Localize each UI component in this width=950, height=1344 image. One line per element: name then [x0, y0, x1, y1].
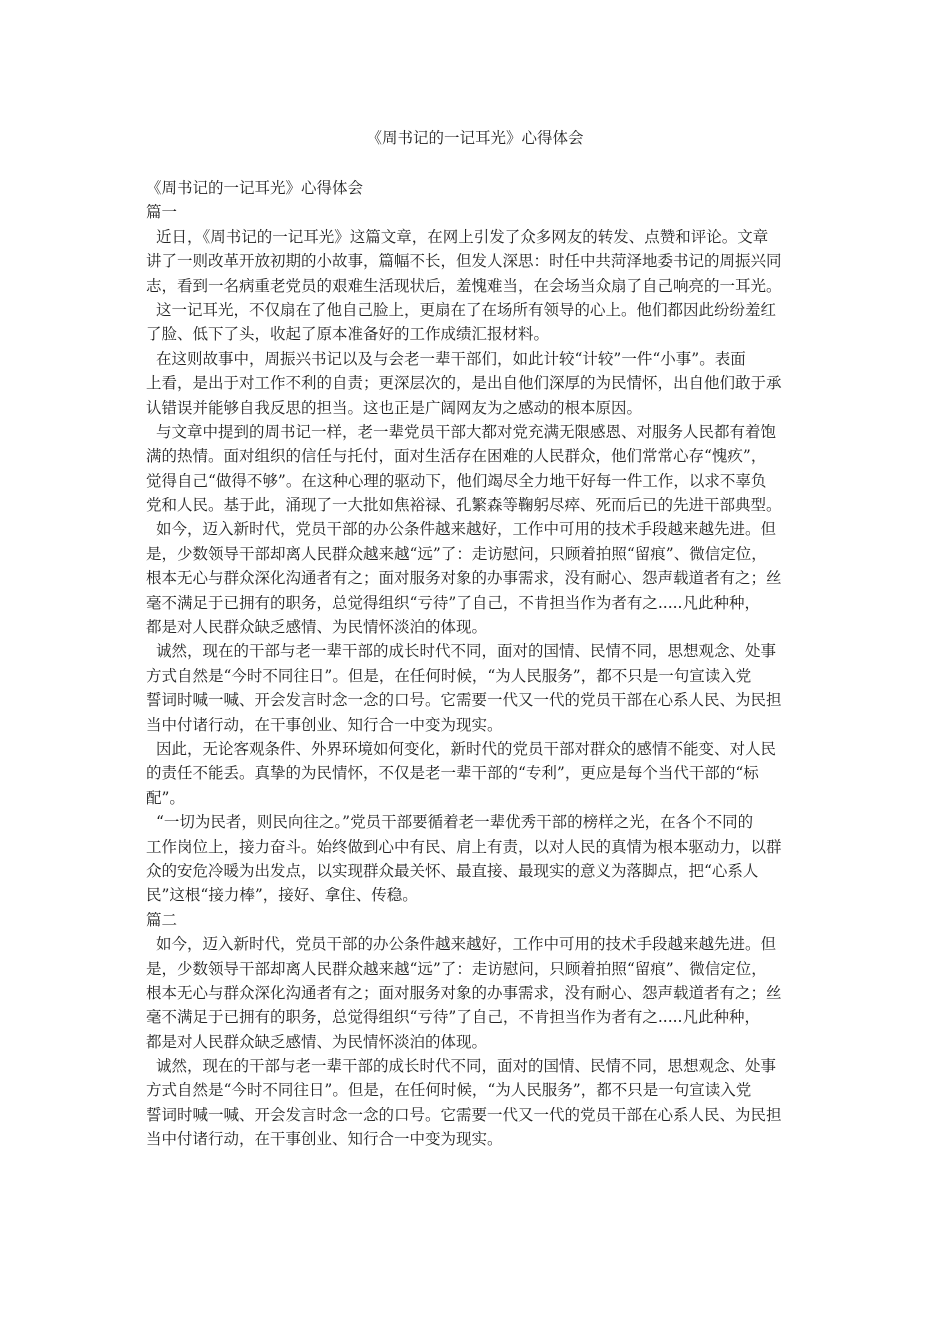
- paragraph-line: 在这则故事中，周振兴书记以及与会老一辈干部们，如此计较“计较”一件“小事”。表面: [156, 349, 746, 368]
- paragraph-line: 因此，无论客观条件、外界环境如何变化，新时代的党员干部对群众的感情不能变、对人民: [156, 739, 777, 758]
- paragraph-line: 方式自然是“今时不同往日”。但是，在任何时候，“为人民服务”，都不只是一句宣读入党: [146, 666, 752, 685]
- paragraph-line: 是，少数领导干部却离人民群众越来越“远”了：走访慰问，只顾着拍照“留痕”、微信定位，: [146, 544, 767, 563]
- paragraph: [146, 347, 808, 420]
- paragraph-line: 这一记耳光，不仅扇在了他自己脸上，更扇在了在场所有领导的心上。他们都因此纷纷羞红: [156, 300, 777, 319]
- paragraph-line: 民”这根“接力棒”，接好、拿住、传稳。: [146, 886, 418, 905]
- body-heading: 《周书记的一记耳光》心得体会: [146, 179, 364, 197]
- paragraph: [146, 639, 808, 737]
- document-title: 《周书记的一记耳光》心得体会: [366, 129, 584, 147]
- paragraph-line: “一切为民者，则民向往之。”党员干部要循着老一辈优秀干部的榜样之光，在各个不同的: [156, 813, 754, 832]
- paragraph-line: 根本无心与群众深化沟通者有之；面对服务对象的办事需求，没有耐心、怨声载道者有之；丝: [146, 983, 782, 1002]
- paragraph-line: 了脸、低下了头，收起了原本准备好的工作成绩汇报材料。: [146, 325, 550, 344]
- paragraph-line: 觉得自己“做得不够”。在这种心理的驱动下，他们竭尽全力地干好每一件工作，以求不辜负: [146, 471, 767, 490]
- paragraph-line: 毫不满足于已拥有的职务，总觉得组织“亏待”了自己，不肯担当作为者有之.....凡此种种，: [146, 1008, 760, 1027]
- paragraph-line: 根本无心与群众深化沟通者有之；面对服务对象的办事需求，没有耐心、怨声载道者有之；丝: [146, 569, 782, 588]
- paragraph: [146, 225, 808, 298]
- paragraph-line: 如今，迈入新时代，党员干部的办公条件越来越好，工作中可用的技术手段越来越先进。但: [156, 520, 777, 539]
- paragraph-line: 誓词时喊一喊、开会发言时念一念的口号。它需要一代又一代的党员干部在心系人民、为民担: [146, 691, 782, 710]
- paragraph-line: 是，少数领导干部却离人民群众越来越“远”了：走访慰问，只顾着拍照“留痕”、微信定位，: [146, 959, 767, 978]
- paragraph-line: 誓词时喊一喊、开会发言时念一念的口号。它需要一代又一代的党员干部在心系人民、为民担: [146, 1105, 782, 1124]
- paragraph: [146, 737, 808, 810]
- paragraph-line: 志，看到一名病重老党员的艰难生活现状后，羞愧难当，在会场当众扇了自己响亮的一耳光。: [146, 276, 782, 295]
- paragraph-line: 都是对人民群众缺乏感情、为民情怀淡泊的体现。: [146, 618, 488, 637]
- part-label-2: 篇二: [146, 910, 178, 929]
- paragraph-line: 配”。: [146, 788, 185, 807]
- paragraph-line: 当中付诸行动，在干事创业、知行合一中变为现实。: [146, 715, 503, 734]
- paragraph-line: 党和人民。基于此，涌现了一大批如焦裕禄、孔繁森等鞠躬尽瘁、死而后已的先进干部典型。: [146, 496, 782, 515]
- paragraph-line: 当中付诸行动，在干事创业、知行合一中变为现实。: [146, 1130, 503, 1149]
- paragraph-line: 讲了一则改革开放初期的小故事，篇幅不长，但发人深思：时任中共菏泽地委书记的周振兴同: [146, 252, 782, 271]
- paragraph: [146, 810, 808, 908]
- paragraph-line: 认错误并能够自我反思的担当。这也正是广阔网友为之感动的根本原因。: [146, 398, 643, 417]
- paragraph-line: 毫不满足于已拥有的职务，总觉得组织“亏待”了自己，不肯担当作为者有之.....凡此种种，: [146, 593, 760, 612]
- part-2-content: [146, 932, 808, 1152]
- paragraph: [146, 420, 808, 518]
- paragraph-line: 上看，是出于对工作不利的自责；更深层次的，是出自他们深厚的为民情怀，出自他们敢于承: [146, 374, 782, 393]
- paragraph-line: 方式自然是“今时不同往日”。但是，在任何时候，“为人民服务”，都不只是一句宣读入党: [146, 1081, 752, 1100]
- paragraph: [146, 517, 808, 639]
- paragraph-line: 近日，《周书记的一记耳光》这篇文章，在网上引发了众多网友的转发、点赞和评论。文章: [156, 227, 769, 246]
- document-body: [146, 176, 808, 1152]
- paragraph-line: 都是对人民群众缺乏感情、为民情怀淡泊的体现。: [146, 1032, 488, 1051]
- paragraph-line: 的责任不能丢。真挚的为民情怀，不仅是老一辈干部的“专利”，更应是每个当代干部的“标: [146, 764, 759, 783]
- part-label-1: 篇一: [146, 203, 178, 222]
- paragraph: [146, 298, 808, 347]
- paragraph-line: 诚然，现在的干部与老一辈干部的成长时代不同，面对的国情、民情不同，思想观念、处事: [156, 1057, 777, 1076]
- paragraph: [146, 932, 808, 1054]
- paragraph-line: 如今，迈入新时代，党员干部的办公条件越来越好，工作中可用的技术手段越来越先进。但: [156, 935, 777, 954]
- paragraph: [146, 1054, 808, 1152]
- paragraph-line: 众的安危冷暖为出发点，以实现群众最关怀、最直接、最现实的意义为落脚点，把“心系人: [146, 861, 759, 880]
- part-1-content: [146, 225, 808, 908]
- paragraph-line: 诚然，现在的干部与老一辈干部的成长时代不同，面对的国情、民情不同，思想观念、处事: [156, 642, 777, 661]
- paragraph-line: 满的热情。面对组织的信任与托付，面对生活存在困难的人民群众，他们常常心存“愧疚”，: [146, 447, 767, 466]
- paragraph-line: 与文章中提到的周书记一样，老一辈党员干部大都对党充满无限感恩、对服务人民都有着饱: [156, 422, 777, 441]
- paragraph-line: 工作岗位上，接力奋斗。始终做到心中有民、肩上有责，以对人民的真情为根本驱动力，以群: [146, 837, 782, 856]
